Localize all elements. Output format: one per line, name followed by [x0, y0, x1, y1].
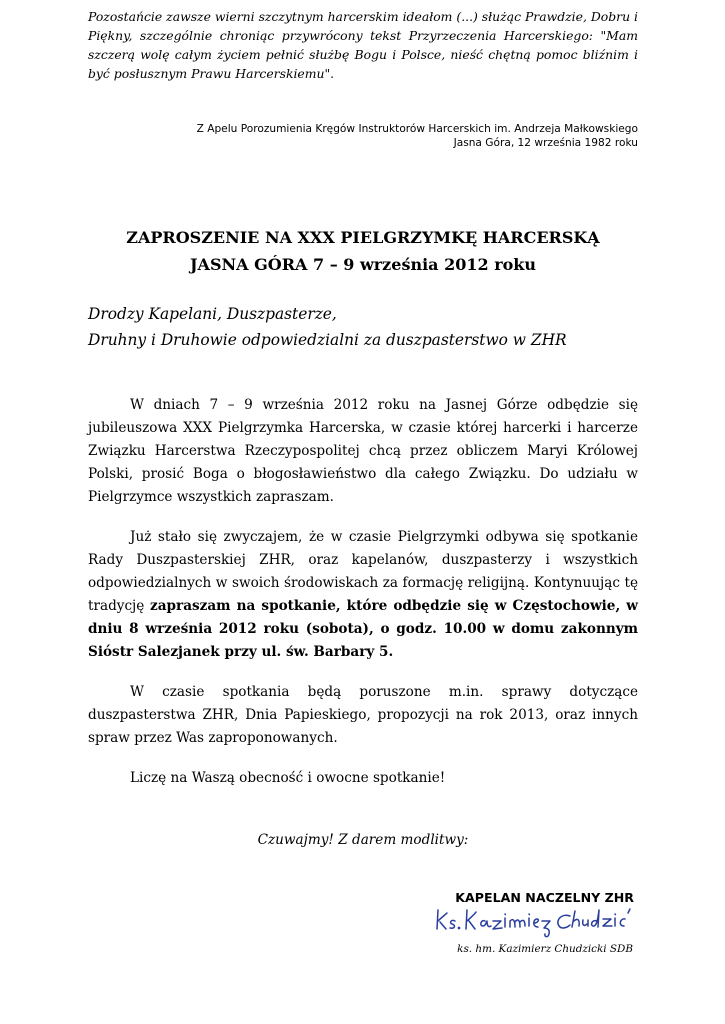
- salutation-line-1: Drodzy Kapelani, Duszpasterze,: [88, 305, 337, 323]
- source-line-2: Jasna Góra, 12 września 1982 roku: [453, 137, 638, 149]
- quote-source: [197, 122, 638, 150]
- motto-quote: [88, 7, 638, 83]
- letter-title: [88, 224, 638, 278]
- signatory-role: KAPELAN NACZELNY ZHR: [455, 890, 634, 905]
- closing-greeting: Czuwajmy! Z darem modlitwy:: [257, 832, 469, 848]
- meeting-details: zapraszam na spotkanie, które odbędzie się w Częstochowie, w dniu 8 września 2012 roku (sobota), o godz. 10.00 w domu zakonnym Sióstr Salezjanek przy ul. św. Barbary 5.: [88, 598, 638, 660]
- motto-text: Pozostańcie zawsze wierni szczytnym harcerskim ideałom (...) służąc Prawdzie, Dobru i Piękny, szczególnie chroniąc przywrócony tekst Przyrzeczenia Harcerskiego: "Mam szczerą wolę całym życiem pełnić służbę Bogu i Polsce, nieść chętną pomoc bliźnim i być posłusznym Prawu Harcerskiemu".: [88, 9, 638, 81]
- paragraph-3: W czasie spotkania będą poruszone m.in. sprawy dotyczące duszpasterstwa ZHR, Dnia Papieskiego, propozycji na rok 2013, oraz innych spraw przez Was zaproponowanych.: [88, 684, 638, 746]
- signatory-name: ks. hm. Kazimierz Chudzicki SDB: [457, 943, 633, 955]
- paragraph-1: W dniach 7 – 9 września 2012 roku na Jasnej Górze odbędzie się jubileuszowa XXX Pielgrzymka Harcerska, w czasie której harcerki i harcerze Związku Harcerstwa Rzeczypospolitej chcą przez obliczem Maryi Królowej Polski, prosić Boga o błogosławieństwo dla całego Związku. Do udziału w Pielgrzymce wszystkich zapraszam.: [88, 397, 638, 505]
- signature-icon: [434, 904, 632, 940]
- letter-body: [88, 394, 638, 807]
- paragraph-2: [88, 526, 638, 664]
- paragraph-2-text: Już stało się zwyczajem, że w czasie Pielgrzymki odbywa się spotkanie Rady Duszpasterskiej ZHR, oraz kapelanów, duszpasterzy i wszystkich odpowiedzialnych w swoich środowiskach za formację religijną. Kontynuując tę tradycję: [88, 529, 638, 614]
- handwritten-signature: [434, 904, 632, 940]
- salutation-line-2: Druhny i Druhowie odpowiedzialni za duszpasterstwo w ZHR: [88, 331, 567, 349]
- paragraph-4: Liczę na Waszą obecność i owocne spotkanie!: [130, 770, 446, 786]
- title-line-1: ZAPROSZENIE NA XXX PIELGRZYMKĘ HARCERSKĄ: [126, 228, 600, 247]
- salutation: [88, 301, 648, 353]
- source-line-1: Z Apelu Porozumienia Kręgów Instruktorów Harcerskich im. Andrzeja Małkowskiego: [196, 123, 638, 135]
- title-line-2: JASNA GÓRA 7 – 9 września 2012 roku: [189, 255, 537, 274]
